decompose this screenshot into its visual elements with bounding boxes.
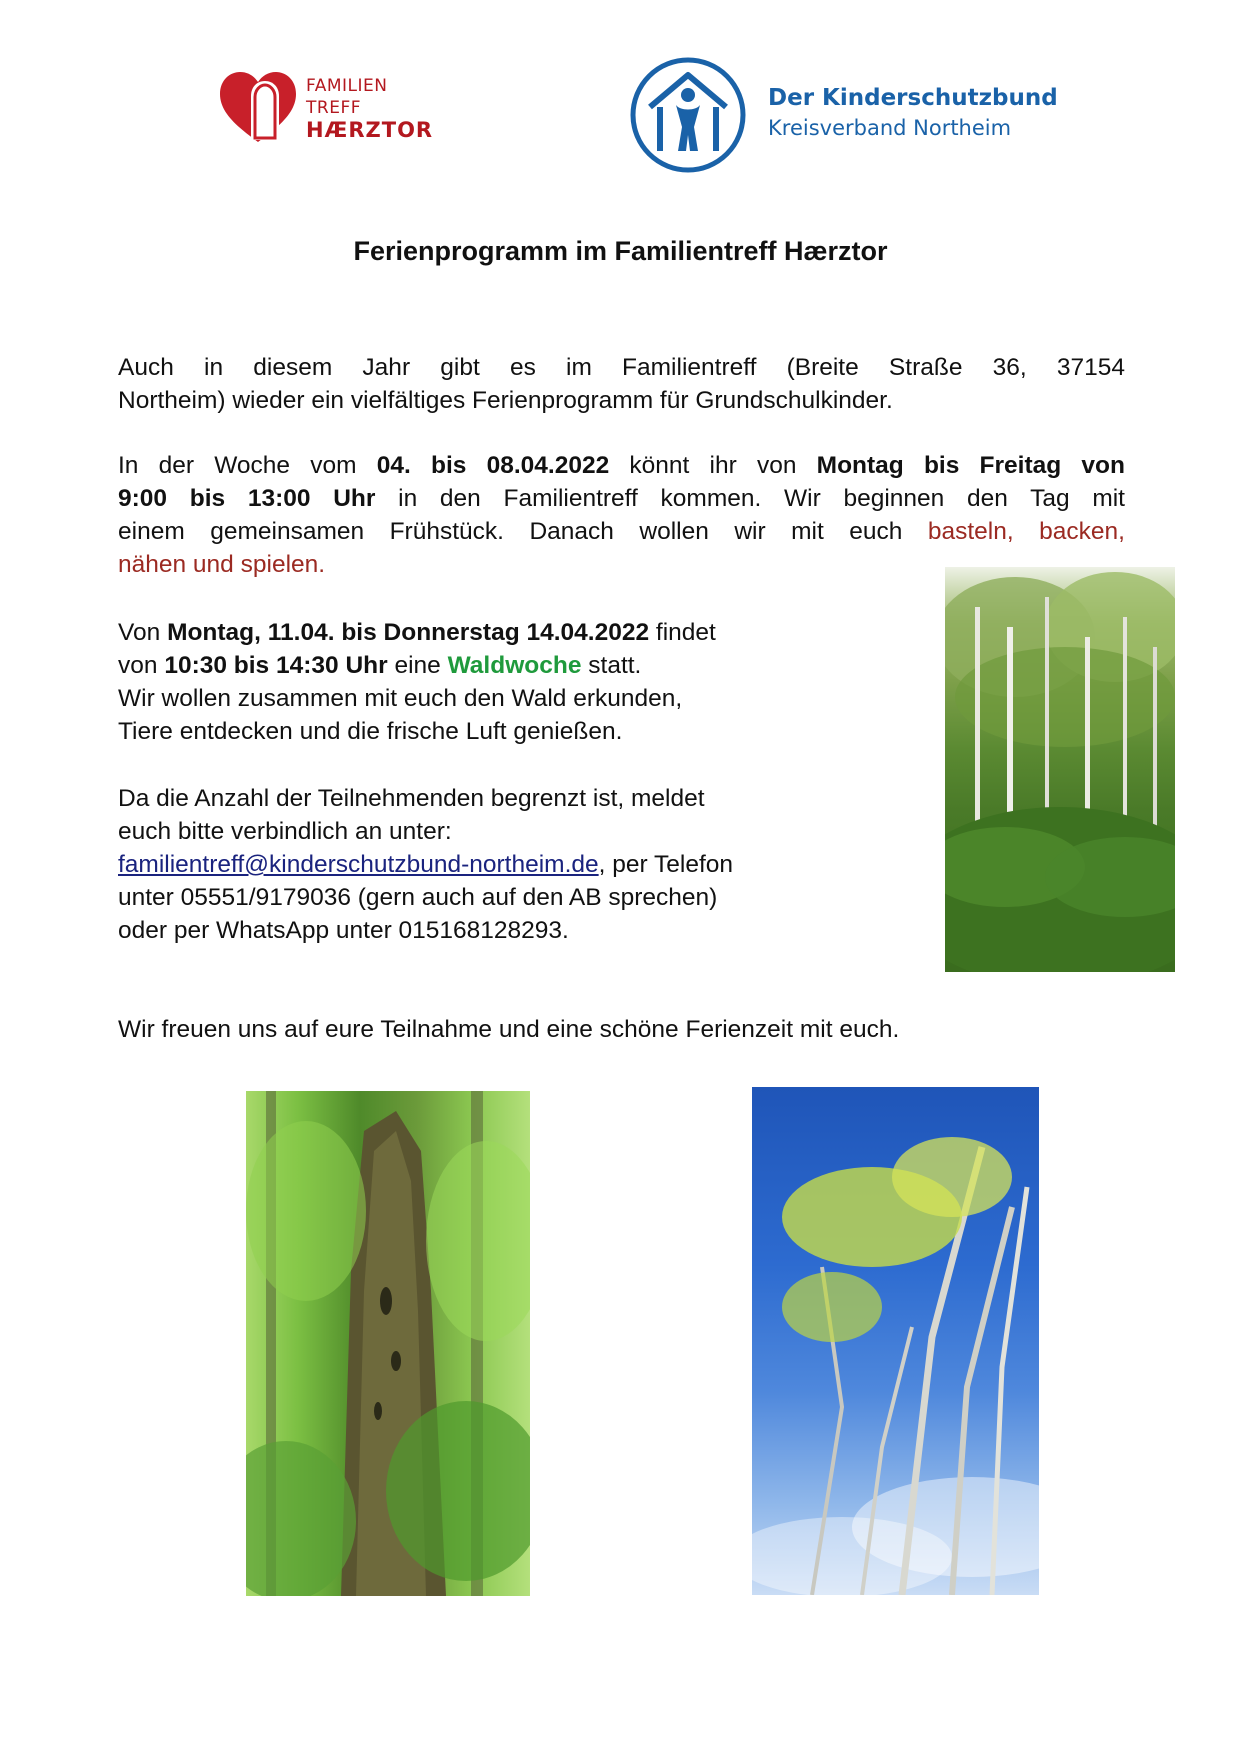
week1-paragraph [118,449,1125,581]
logo-line-treff: TREFF [306,98,361,118]
intro-line-2: Northeim) wieder ein vielfältiges Ferienprogramm für Grundschulkinder. [118,387,893,414]
waldwoche-line-1 [118,616,918,649]
heart-door-icon [218,70,298,146]
text-span: in den Familientreff kommen. Wir beginnen den Tag mit [375,485,1125,512]
kinderschutzbund-subname: Kreisverband Northeim [768,116,1012,140]
registration-paragraph [118,782,918,947]
waldwoche-line-2 [118,649,918,682]
week1-line-1 [118,449,1125,482]
branches-sky-photo [752,1087,1039,1595]
child-house-icon [628,55,748,175]
text-span: In der Woche vom [118,452,377,479]
text-span: statt. [581,652,642,679]
registration-line-1: Da die Anzahl der Teilnehmenden begrenzt ist, meldet [118,785,705,812]
text-span: findet [649,619,716,646]
date-range-week2: Montag, 11.04. bis Donnerstag 14.04.2022 [167,619,650,646]
tree-trunk-illustration [246,1091,530,1596]
email-link[interactable]: familientreff@kinderschutzbund-northeim.de [118,851,599,878]
birch-forest-photo [945,567,1175,972]
text-span: eine [387,652,448,679]
branches-illustration [752,1087,1039,1595]
waldwoche-line-3: Wir wollen zusammen mit euch den Wald erkunden, [118,685,683,712]
intro-paragraph [118,351,1125,417]
time-week2: 10:30 bis 14:30 Uhr [164,652,388,679]
waldwoche-line-4: Tiere entdecken und die frische Luft genießen. [118,718,623,745]
waldwoche-highlight: Waldwoche [447,652,582,679]
date-range-week1: 04. bis 08.04.2022 [376,452,610,479]
text-span: von [118,652,165,679]
birch-trees-illustration [945,567,1175,972]
registration-line-5: oder per WhatsApp unter 015168128293. [118,917,569,944]
time-week1: 9:00 bis 13:00 Uhr [118,485,376,512]
kinderschutzbund-name: Der Kinderschutzbund [768,85,1058,111]
waldwoche-paragraph [118,616,918,748]
page-title: Ferienprogramm im Familientreff Hærztor [353,236,888,266]
text-span: , per Telefon [598,851,734,878]
activities-highlight: basteln, backen, [927,518,1125,545]
week1-line-3 [118,515,1125,548]
familientreff-logo [218,70,438,150]
closing-text: Wir freuen uns auf eure Teilnahme und eine schöne Ferienzeit mit euch. [118,1016,900,1043]
week1-line-2 [118,482,1125,515]
days-week1: Montag bis Freitag von [816,452,1125,479]
tree-trunk-photo [246,1091,530,1596]
week1-line-4: nähen und spielen. [118,551,326,578]
registration-line-2: euch bitte verbindlich an unter: [118,818,452,845]
registration-line-3 [118,848,918,881]
logo-line-familien: FAMILIEN [306,76,388,96]
intro-line-1: Auch in diesem Jahr gibt es im Familientreff (Breite Straße 36, 37154 [118,354,1125,381]
logo-line-haerztor: HÆRZTOR [306,118,434,142]
registration-line-4: unter 05551/9179036 (gern auch auf den AB sprechen) [118,884,718,911]
text-span: einem gemeinsamen Frühstück. Danach wollen wir mit euch [118,518,928,545]
kinderschutzbund-logo [628,55,1068,175]
text-span: Von [118,619,168,646]
text-span: könnt ihr von [609,452,817,479]
